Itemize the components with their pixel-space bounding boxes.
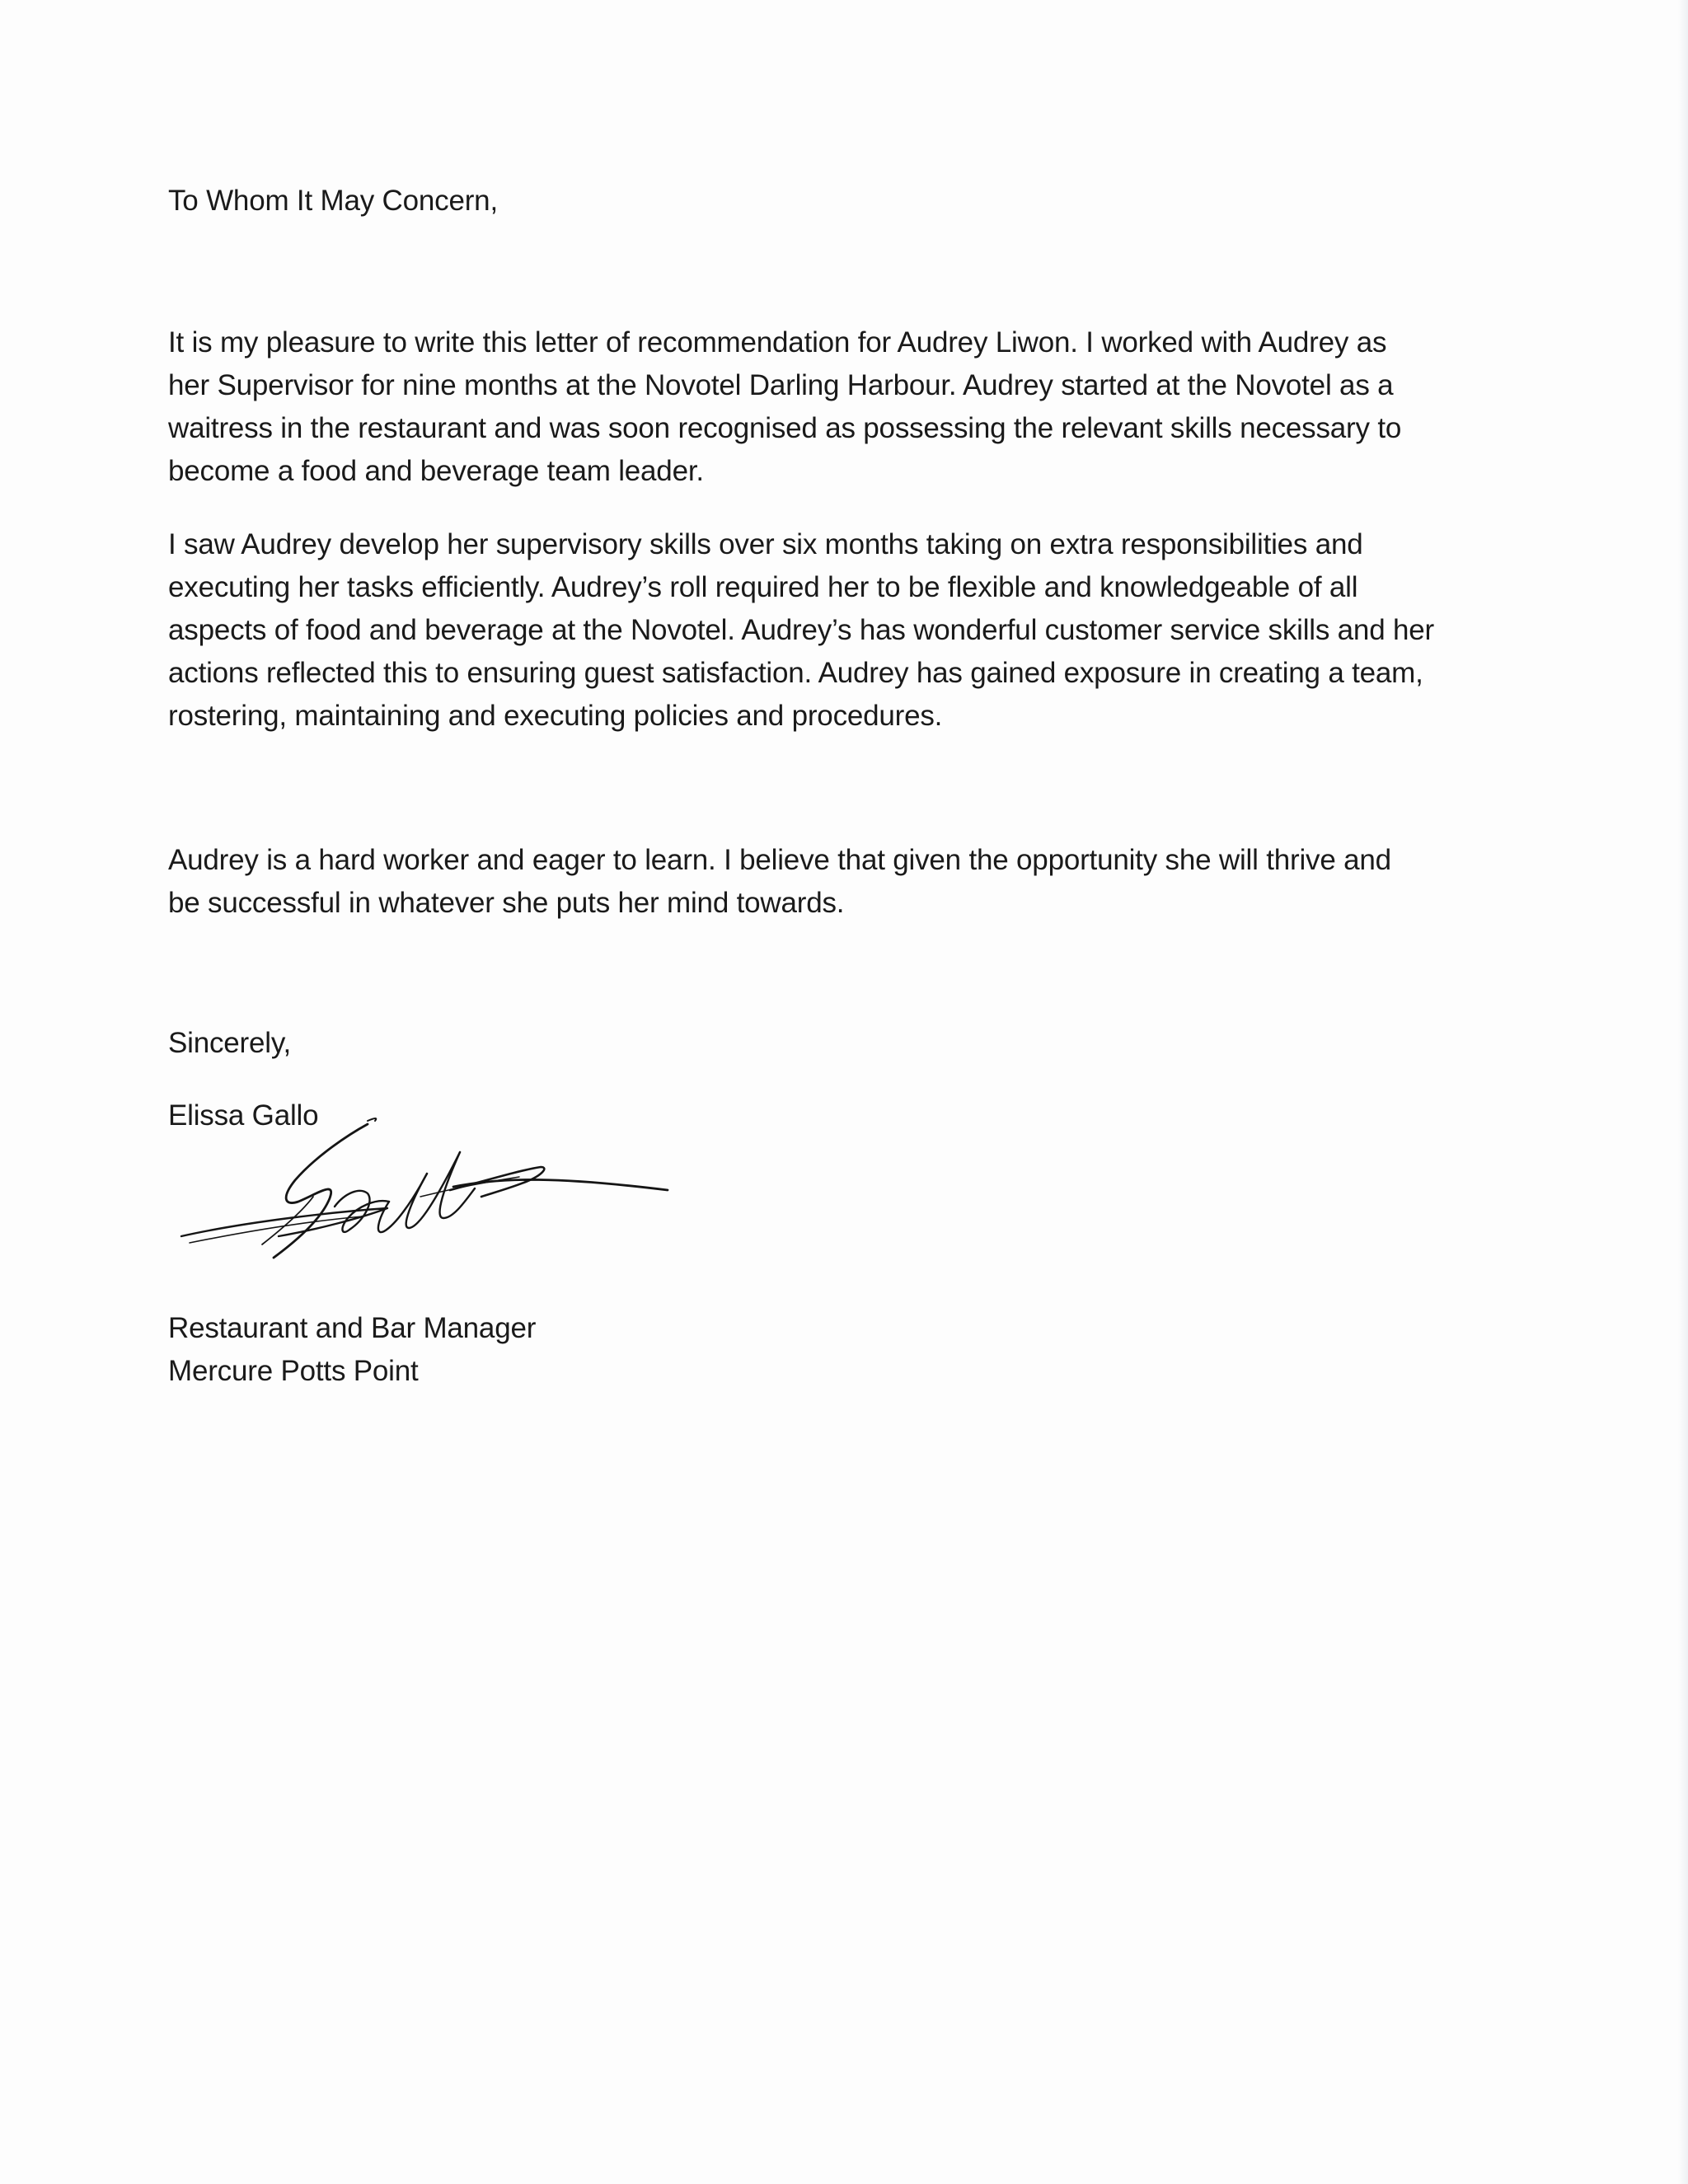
- handwritten-signature: [173, 1104, 684, 1286]
- paragraph-1-line: It is my pleasure to write this letter of recommendation for Audrey Liwon. I worked with Audrey as: [168, 326, 1387, 359]
- paragraph-3-line: Audrey is a hard worker and eager to learn. I believe that given the opportunity she will thrive and: [168, 844, 1391, 876]
- paragraph-2-line: aspects of food and beverage at the Novotel. Audrey’s has wonderful customer service skills and her: [168, 614, 1434, 646]
- paragraph-2-line: executing her tasks efficiently. Audrey’s roll required her to be flexible and knowledgeable of all: [168, 571, 1358, 603]
- closing: Sincerely,: [168, 1027, 292, 1059]
- paragraph-1-line: waitress in the restaurant and was soon recognised as possessing the relevant skills necessary to: [168, 412, 1402, 444]
- signer-title: Restaurant and Bar Manager: [168, 1312, 537, 1344]
- paragraph-1-line: become a food and beverage team leader.: [168, 455, 704, 487]
- signer-company: Mercure Potts Point: [168, 1355, 419, 1387]
- paragraph-2: [168, 523, 1434, 738]
- paragraph-3-line: be successful in whatever she puts her mind towards.: [168, 887, 845, 919]
- paragraph-2-line: actions reflected this to ensuring guest satisfaction. Audrey has gained exposure in creating a team,: [168, 657, 1423, 689]
- scan-edge-shadow: [1678, 0, 1688, 2184]
- signature-icon: [173, 1104, 684, 1286]
- paragraph-1: [168, 321, 1401, 493]
- salutation: To Whom It May Concern,: [168, 185, 498, 217]
- signer-name: Elissa Gallo: [168, 1099, 319, 1132]
- paragraph-1-line: her Supervisor for nine months at the Novotel Darling Harbour. Audrey started at the Novotel as a: [168, 369, 1394, 401]
- paragraph-2-line: rostering, maintaining and executing policies and procedures.: [168, 700, 943, 732]
- paragraph-2-line: I saw Audrey develop her supervisory skills over six months taking on extra responsibilities and: [168, 528, 1363, 560]
- paragraph-3: [168, 839, 1391, 925]
